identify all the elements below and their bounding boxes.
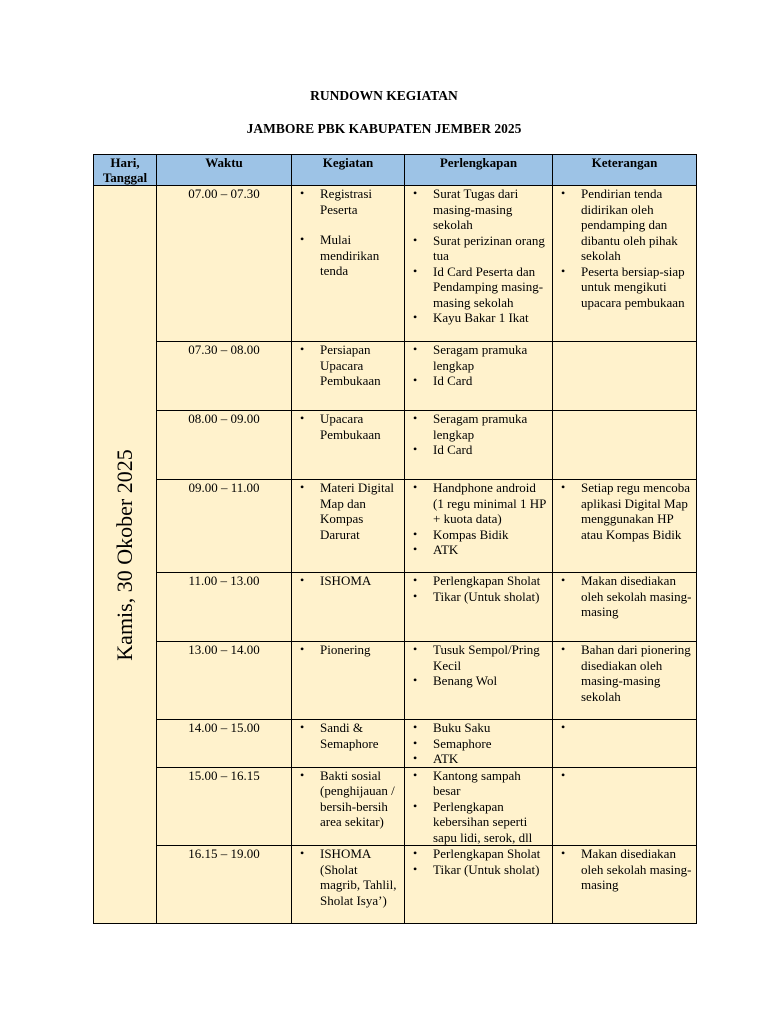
- list-item: • Persiapan Upacara Pembukaan: [320, 342, 400, 389]
- list-item: • Tikar (Untuk sholat): [433, 862, 548, 878]
- perlengkapan-list: [405, 342, 552, 389]
- list-item: • Tusuk Sempol/Pring Kecil: [433, 642, 548, 673]
- table-row: [94, 573, 697, 642]
- perlengkapan-list: [405, 573, 552, 604]
- kegiatan-list: [292, 186, 404, 279]
- list-item: • Tikar (Untuk sholat): [433, 589, 548, 605]
- table-row: [94, 480, 697, 573]
- list-item: • ATK: [433, 542, 548, 558]
- header-kegiatan: Kegiatan: [292, 155, 405, 186]
- waktu-cell: 15.00 – 16.15: [157, 767, 292, 846]
- perlengkapan-cell: [405, 642, 553, 720]
- waktu-cell: 09.00 – 11.00: [157, 480, 292, 573]
- perlengkapan-list: [405, 480, 552, 558]
- list-item: • Surat Tugas dari masing-masing sekolah: [433, 186, 548, 233]
- waktu-cell: 11.00 – 13.00: [157, 573, 292, 642]
- list-item: • Registrasi Peserta: [320, 186, 400, 217]
- perlengkapan-cell: [405, 573, 553, 642]
- perlengkapan-list: [405, 846, 552, 877]
- list-item: • Peserta bersiap-siap untuk mengikuti upacara pembukaan: [581, 264, 692, 311]
- list-item: • Pionering: [320, 642, 400, 658]
- table-row: [94, 720, 697, 768]
- keterangan-cell: [553, 767, 697, 846]
- header-hari-tanggal: Hari, Tanggal: [94, 155, 157, 186]
- list-item: • Bahan dari pionering disediakan oleh masing-masing sekolah: [581, 642, 692, 704]
- keterangan-cell: [553, 411, 697, 480]
- list-item: • Upacara Pembukaan: [320, 411, 400, 442]
- kegiatan-cell: [292, 720, 405, 768]
- list-item: • Seragam pramuka lengkap: [433, 342, 548, 373]
- document-title: RUNDOWN KEGIATAN: [310, 88, 458, 103]
- waktu-cell: 16.15 – 19.00: [157, 846, 292, 924]
- list-item: • Id Card: [433, 373, 548, 389]
- list-item: • Perlengkapan Sholat: [433, 846, 548, 862]
- perlengkapan-cell: [405, 186, 553, 342]
- day-cell: [94, 186, 157, 924]
- table-row: [94, 642, 697, 720]
- table-row: [94, 767, 697, 846]
- keterangan-cell: [553, 342, 697, 411]
- perlengkapan-cell: [405, 342, 553, 411]
- table-row: [94, 411, 697, 480]
- document-subtitle: JAMBORE PBK KABUPATEN JEMBER 2025: [246, 121, 522, 136]
- list-item: • Benang Wol: [433, 673, 548, 689]
- perlengkapan-list: [405, 768, 552, 846]
- keterangan-cell: [553, 846, 697, 924]
- perlengkapan-cell: [405, 480, 553, 573]
- list-item: • Kantong sampah besar: [433, 768, 548, 799]
- list-item: • ISHOMA: [320, 573, 400, 589]
- list-item: • Pendirian tenda didirikan oleh pendamping dan dibantu oleh pihak sekolah: [581, 186, 692, 264]
- keterangan-list: [553, 846, 696, 893]
- keterangan-cell: [553, 720, 697, 768]
- table-body: [94, 186, 697, 924]
- list-item: • Semaphore: [433, 736, 548, 752]
- table-row: [94, 846, 697, 924]
- waktu-cell: 08.00 – 09.00: [157, 411, 292, 480]
- keterangan-list: [553, 186, 696, 310]
- list-item: • Kayu Bakar 1 Ikat: [433, 310, 548, 326]
- header-perlengkapan: Perlengkapan: [405, 155, 553, 186]
- table-row: [94, 186, 697, 342]
- waktu-cell: 07.30 – 08.00: [157, 342, 292, 411]
- kegiatan-list: [292, 642, 404, 658]
- kegiatan-cell: [292, 573, 405, 642]
- list-item: • Buku Saku: [433, 720, 548, 736]
- keterangan-list: [553, 720, 696, 735]
- keterangan-list: [553, 642, 696, 704]
- perlengkapan-list: [405, 642, 552, 689]
- kegiatan-cell: [292, 342, 405, 411]
- list-item: • Perlengkapan Sholat: [433, 573, 548, 589]
- day-label: Kamis, 30 Okober 2025: [112, 448, 137, 661]
- list-item: • Kompas Bidik: [433, 527, 548, 543]
- kegiatan-list: [292, 342, 404, 389]
- perlengkapan-cell: [405, 720, 553, 768]
- perlengkapan-list: [405, 720, 552, 767]
- kegiatan-cell: [292, 846, 405, 924]
- kegiatan-list: [292, 480, 404, 542]
- list-item: • Makan disediakan oleh sekolah masing-masing: [581, 846, 692, 893]
- perlengkapan-cell: [405, 846, 553, 924]
- list-item: • Handphone android (1 regu minimal 1 HP + kuota data): [433, 480, 548, 527]
- keterangan-list: [553, 768, 696, 783]
- keterangan-cell: [553, 480, 697, 573]
- list-item: [581, 768, 692, 783]
- kegiatan-cell: [292, 480, 405, 573]
- keterangan-cell: [553, 573, 697, 642]
- list-item: • Bakti sosial (penghijauan / bersih-bersih area sekitar): [320, 768, 400, 830]
- kegiatan-cell: [292, 642, 405, 720]
- list-item: • Makan disediakan oleh sekolah masing-masing: [581, 573, 692, 620]
- waktu-cell: 13.00 – 14.00: [157, 642, 292, 720]
- keterangan-cell: [553, 186, 697, 342]
- kegiatan-cell: [292, 767, 405, 846]
- header-waktu: Waktu: [157, 155, 292, 186]
- list-item: • Setiap regu mencoba aplikasi Digital Map menggunakan HP atau Kompas Bidik: [581, 480, 692, 542]
- list-item: • Perlengkapan kebersihan seperti sapu lidi, serok, dll: [433, 799, 548, 846]
- waktu-cell: 07.00 – 07.30: [157, 186, 292, 342]
- kegiatan-list: [292, 768, 404, 830]
- kegiatan-cell: [292, 411, 405, 480]
- list-item: • Materi Digital Map dan Kompas Darurat: [320, 480, 400, 542]
- list-item: • ISHOMA (Sholat magrib, Tahlil, Sholat Isya’): [320, 846, 400, 908]
- perlengkapan-list: [405, 186, 552, 326]
- keterangan-cell: [553, 642, 697, 720]
- list-item: • Sandi & Semaphore: [320, 720, 400, 751]
- list-item: • Seragam pramuka lengkap: [433, 411, 548, 442]
- perlengkapan-cell: [405, 411, 553, 480]
- list-item: • Id Card: [433, 442, 548, 458]
- perlengkapan-cell: [405, 767, 553, 846]
- list-item: • ATK: [433, 751, 548, 767]
- keterangan-list: [553, 573, 696, 620]
- list-item: • Mulai mendirikan tenda: [320, 232, 400, 279]
- header-keterangan: Keterangan: [553, 155, 697, 186]
- perlengkapan-list: [405, 411, 552, 458]
- kegiatan-list: [292, 720, 404, 751]
- rundown-table: [93, 154, 697, 924]
- list-item: [581, 720, 692, 735]
- table-header-row: [94, 155, 697, 186]
- list-item: • Id Card Peserta dan Pendamping masing-masing sekolah: [433, 264, 548, 311]
- kegiatan-cell: [292, 186, 405, 342]
- keterangan-list: [553, 480, 696, 542]
- waktu-cell: 14.00 – 15.00: [157, 720, 292, 768]
- kegiatan-list: [292, 846, 404, 908]
- list-item: • Surat perizinan orang tua: [433, 233, 548, 264]
- table-row: [94, 342, 697, 411]
- kegiatan-list: [292, 573, 404, 589]
- kegiatan-list: [292, 411, 404, 442]
